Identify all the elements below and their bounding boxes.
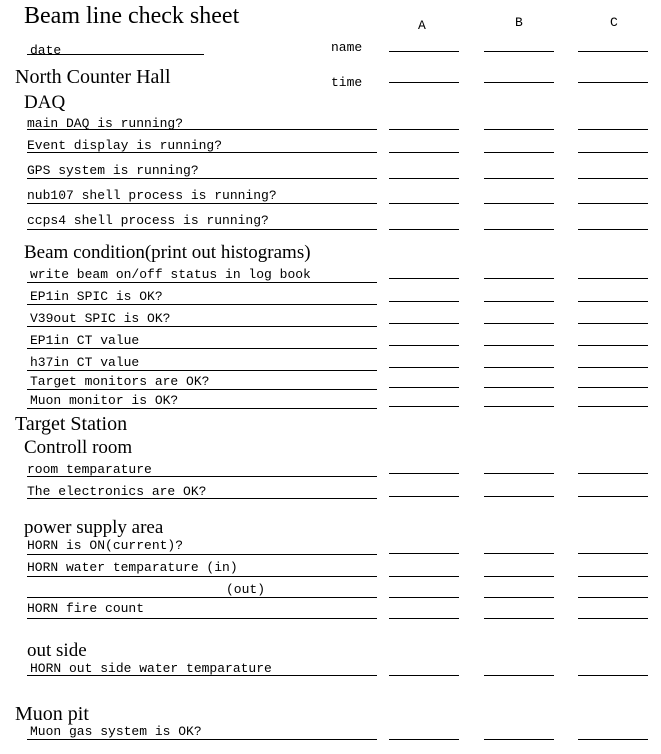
answer-field-a[interactable] — [389, 496, 459, 497]
section-outside: out side — [27, 640, 87, 661]
answer-field-a[interactable] — [389, 152, 459, 153]
answer-field-a[interactable] — [389, 597, 459, 598]
answer-field-a[interactable] — [389, 576, 459, 577]
item-ccps4: ccps4 shell process is running? — [27, 213, 269, 228]
answer-field-a[interactable] — [389, 473, 459, 474]
time-label: time — [331, 75, 363, 90]
name-label: name — [331, 40, 363, 55]
date-label: date — [30, 43, 62, 58]
answer-field-b[interactable] — [484, 367, 554, 368]
item-underline — [27, 326, 377, 327]
section-target-station: Target Station — [15, 413, 128, 435]
answer-field-b[interactable] — [484, 51, 554, 52]
answer-field-b[interactable] — [484, 82, 554, 83]
item-v39out-spic: V39out SPIC is OK? — [30, 311, 171, 326]
answer-field-b[interactable] — [484, 597, 554, 598]
item-underline — [27, 498, 377, 499]
answer-field-c[interactable] — [578, 129, 648, 130]
item-underline — [27, 597, 377, 598]
answer-field-b[interactable] — [484, 345, 554, 346]
item-underline — [27, 229, 377, 230]
answer-field-c[interactable] — [578, 229, 648, 230]
answer-field-a[interactable] — [389, 323, 459, 324]
answer-field-b[interactable] — [484, 675, 554, 676]
item-event-display: Event display is running? — [27, 138, 223, 153]
item-horn-water-out: (out) — [226, 582, 266, 597]
section-muon-pit: Muon pit — [15, 703, 89, 725]
item-underline — [27, 370, 377, 371]
answer-field-c[interactable] — [578, 576, 648, 577]
answer-field-c[interactable] — [578, 152, 648, 153]
answer-field-a[interactable] — [389, 387, 459, 388]
answer-field-b[interactable] — [484, 406, 554, 407]
item-ep1in-spic: EP1in SPIC is OK? — [30, 289, 163, 304]
answer-field-a[interactable] — [389, 345, 459, 346]
answer-field-b[interactable] — [484, 203, 554, 204]
answer-field-c[interactable] — [578, 618, 648, 619]
date-field[interactable] — [27, 54, 204, 55]
item-underline — [27, 129, 377, 130]
answer-field-b[interactable] — [484, 229, 554, 230]
section-daq: DAQ — [24, 92, 66, 113]
item-nub107: nub107 shell process is running? — [27, 188, 277, 203]
item-h37in-ct: h37in CT value — [30, 355, 140, 370]
answer-field-a[interactable] — [389, 129, 459, 130]
section-beam-condition: Beam condition(print out histograms) — [24, 242, 311, 263]
answer-field-a[interactable] — [389, 229, 459, 230]
answer-field-a[interactable] — [389, 739, 459, 740]
answer-field-b[interactable] — [484, 496, 554, 497]
answer-field-a[interactable] — [389, 278, 459, 279]
item-underline — [27, 675, 377, 676]
answer-field-c[interactable] — [578, 597, 648, 598]
answer-field-c[interactable] — [578, 387, 648, 388]
answer-field-c[interactable] — [578, 473, 648, 474]
item-underline — [27, 203, 377, 204]
answer-field-b[interactable] — [484, 178, 554, 179]
item-underline — [27, 389, 377, 390]
answer-field-a[interactable] — [389, 406, 459, 407]
item-muon-gas: Muon gas system is OK? — [30, 724, 202, 739]
answer-field-b[interactable] — [484, 739, 554, 740]
answer-field-c[interactable] — [578, 82, 648, 83]
answer-field-a[interactable] — [389, 367, 459, 368]
answer-field-b[interactable] — [484, 278, 554, 279]
answer-field-a[interactable] — [389, 553, 459, 554]
column-header-c: C — [610, 15, 618, 30]
item-underline — [27, 739, 377, 740]
answer-field-b[interactable] — [484, 323, 554, 324]
column-header-b: B — [515, 15, 523, 30]
answer-field-c[interactable] — [578, 345, 648, 346]
answer-field-c[interactable] — [578, 51, 648, 52]
answer-field-a[interactable] — [389, 618, 459, 619]
item-underline — [27, 282, 377, 283]
page-title: Beam line check sheet — [24, 3, 240, 29]
answer-field-c[interactable] — [578, 178, 648, 179]
answer-field-c[interactable] — [578, 675, 648, 676]
item-underline — [27, 618, 377, 619]
item-muon-monitor: Muon monitor is OK? — [30, 393, 179, 408]
item-horn-outside-water: HORN out side water temparature — [30, 661, 272, 676]
item-underline — [27, 576, 377, 577]
item-target-monitors: Target monitors are OK? — [30, 374, 210, 389]
item-underline — [27, 152, 377, 153]
answer-field-b[interactable] — [484, 152, 554, 153]
answer-field-c[interactable] — [578, 553, 648, 554]
item-underline — [27, 554, 377, 555]
answer-field-b[interactable] — [484, 129, 554, 130]
item-horn-on: HORN is ON(current)? — [27, 538, 184, 553]
answer-field-b[interactable] — [484, 553, 554, 554]
item-underline — [27, 304, 377, 305]
item-electronics: The electronics are OK? — [27, 484, 207, 499]
section-power-supply: power supply area — [24, 517, 164, 538]
item-underline — [27, 408, 377, 409]
answer-field-a[interactable] — [389, 82, 459, 83]
answer-field-b[interactable] — [484, 387, 554, 388]
answer-field-a[interactable] — [389, 51, 459, 52]
item-gps: GPS system is running? — [27, 163, 199, 178]
answer-field-c[interactable] — [578, 367, 648, 368]
answer-field-b[interactable] — [484, 473, 554, 474]
answer-field-c[interactable] — [578, 739, 648, 740]
answer-field-a[interactable] — [389, 178, 459, 179]
item-underline — [27, 348, 377, 349]
item-main-daq: main DAQ is running? — [27, 116, 184, 131]
item-room-temp: room temparature — [27, 462, 152, 477]
item-write-beam: write beam on/off status in log book — [30, 267, 311, 282]
answer-field-b[interactable] — [484, 618, 554, 619]
answer-field-a[interactable] — [389, 301, 459, 302]
item-ep1in-ct: EP1in CT value — [30, 333, 140, 348]
answer-field-a[interactable] — [389, 675, 459, 676]
answer-field-a[interactable] — [389, 203, 459, 204]
answer-field-c[interactable] — [578, 203, 648, 204]
item-underline — [27, 178, 377, 179]
answer-field-b[interactable] — [484, 301, 554, 302]
section-control-room: Controll room — [24, 437, 133, 458]
column-header-a: A — [418, 18, 426, 33]
item-horn-fire: HORN fire count — [27, 601, 145, 616]
answer-field-c[interactable] — [578, 406, 648, 407]
answer-field-b[interactable] — [484, 576, 554, 577]
item-horn-water-in: HORN water temparature (in) — [27, 560, 238, 575]
answer-field-c[interactable] — [578, 496, 648, 497]
item-underline — [27, 476, 377, 477]
answer-field-c[interactable] — [578, 301, 648, 302]
section-north-counter-hall: North Counter Hall — [15, 66, 171, 88]
answer-field-c[interactable] — [578, 323, 648, 324]
answer-field-c[interactable] — [578, 278, 648, 279]
